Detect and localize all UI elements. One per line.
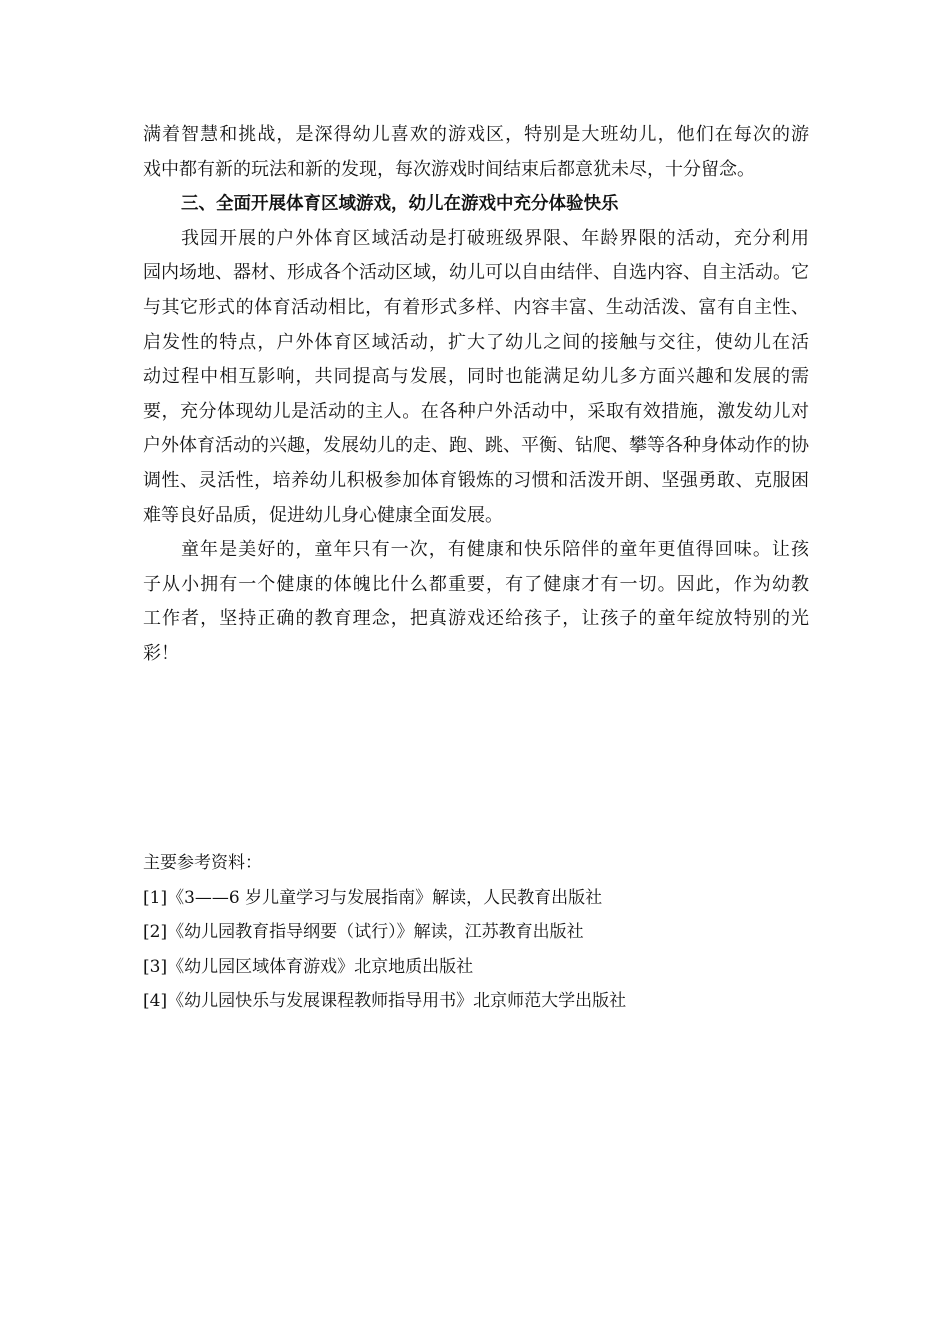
section-heading: 三、全面开展体育区域游戏，幼儿在游戏中充分体验快乐: [181, 194, 619, 215]
paragraph-line: 启发性的特点，户外体育区域活动，扩大了幼儿之间的接触与交往，使幼儿在活: [143, 331, 809, 353]
references-section: [143, 846, 843, 1019]
paragraph-line: 园内场地、器材、形成各个活动区域，幼儿可以自由结伴、自选内容、自主活动。它: [143, 262, 809, 284]
paragraph-line: 彩！: [143, 642, 179, 664]
paragraph-line: 工作者，坚持正确的教育理念，把真游戏还给孩子，让孩子的童年绽放特别的光: [143, 608, 809, 630]
reference-item: [1]《3——6 岁儿童学习与发展指南》解读，人民教育出版社: [143, 887, 603, 908]
reference-item: [3]《幼儿园区域体育游戏》北京地质出版社: [143, 956, 474, 977]
paragraph-line: 子从小拥有一个健康的体魄比什么都重要，有了健康才有一切。因此，作为幼教: [143, 573, 809, 595]
paragraph-line: 动过程中相互影响，共同提高与发展，同时也能满足幼儿多方面兴趣和发展的需: [143, 366, 809, 388]
reference-item: [4]《幼儿园快乐与发展课程教师指导用书》北京师范大学出版社: [143, 991, 627, 1011]
references-title: 主要参考资料：: [143, 853, 262, 873]
body-text: [143, 118, 809, 672]
paragraph-line: 我园开展的户外体育区域活动是打破班级界限、年龄界限的活动，充分利用: [181, 227, 809, 249]
paragraph-line: 调性、灵活性，培养幼儿积极参加体育锻炼的习惯和活泼开朗、坚强勇敢、克服困: [143, 469, 809, 491]
paragraph-line: 户外体育活动的兴趣，发展幼儿的走、跑、跳、平衡、钻爬、攀等各种身体动作的协: [143, 435, 809, 457]
paragraph-line: 要，充分体现幼儿是活动的主人。在各种户外活动中，采取有效措施，激发幼儿对: [143, 400, 809, 422]
paragraph-line: 难等良好品质，促进幼儿身心健康全面发展。: [143, 504, 503, 526]
paragraph-line: 满着智慧和挑战，是深得幼儿喜欢的游戏区，特别是大班幼儿，他们在每次的游: [143, 124, 809, 145]
reference-item: [2]《幼儿园教育指导纲要（试行）》解读，江苏教育出版社: [143, 922, 584, 942]
paragraph-line: 与其它形式的体育活动相比，有着形式多样、内容丰富、生动活泼、富有自主性、: [143, 296, 809, 318]
paragraph-line: 童年是美好的，童年只有一次，有健康和快乐陪伴的童年更值得回味。让孩: [181, 539, 809, 561]
paragraph-line: 戏中都有新的玩法和新的发现，每次游戏时间结束后都意犹未尽，十分留念。: [143, 158, 755, 180]
